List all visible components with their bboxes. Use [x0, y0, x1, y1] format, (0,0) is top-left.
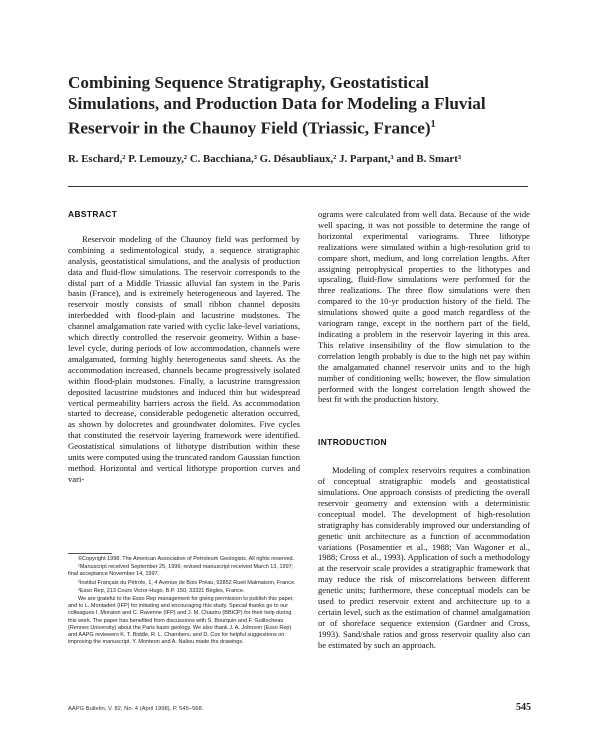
- page-number: 545: [516, 702, 531, 713]
- footnote-acknowledgments: We are grateful to the Esso Rep management for giving permission to publish this paper, and to L. Montadert (IFP) for initiating and encouraging this study. Special thanks go to our colleagues I. Moraton and C. Ravenne (IFP) and J. M. Chautru (BBICP) for their help during this work. The paper has benefited from discussions with S. Bourquin and F. Guillocheau (Rennes University) about the Paris basin geology. We also thank J. A. Johnson (Esso Rep) and AAPG reviewers K. T. Biddle, R. L. Chambers, and D. Cox for helpful suggestions on improving the manuscript. Y. Monteon and A. Naliou made the drawings.: [68, 596, 294, 646]
- right-column: [318, 209, 530, 651]
- footnote-divider: [68, 553, 112, 554]
- footnotes: [68, 556, 300, 647]
- footnote-ifp-address: ²Institut Français du Pétrole, 1, 4 Avenue de Bois Préau, 92852 Rueil Malmaison, France.: [78, 579, 296, 586]
- footnote-esso-address: ³Esso Rep, 213 Cours Victor-Hugo, B.P. 150, 33321 Bègles, France.: [78, 587, 245, 594]
- title-line-2: Simulations, and Production Data for Modeling a Fluvial: [68, 94, 486, 113]
- introduction-heading: INTRODUCTION: [318, 437, 388, 448]
- left-column: [68, 209, 300, 485]
- paper-title: [68, 72, 548, 139]
- author-list: R. Eschard,² P. Lemouzy,² C. Bacchiana,³ G. Désaubliaux,² J. Parpant,³ and B. Smart³: [68, 153, 462, 165]
- title-divider: [68, 186, 528, 187]
- abstract-paragraph-part1: Reservoir modeling of the Chaunoy field was performed by combining a sedimentological study, a sequence stratigraphic analysis, geostatistical simulations, and the analysis of production data and fluid-flow simulations. The reservoir corresponds to the distal part of a Middle Triassic alluvial fan system in the Paris basin (France), and is extremely heterogeneous and layered. The reservoir mostly consists of small ribbon channel deposits interbedded with flood-plain and lacustrine mudstones. The channel amalgamation rate varied with cyclic lake-level variations, which directly controlled the reservoir geometry. Within a base-level cycle, during periods of low accommodation, channels were amalgamated, forming highly heterogeneous sand sheets. As the accommodation increased, channels became progressively isolated within flood-plain mudstones. Finally, a lacustrine transgression deposited lacustrine mudstones and induced thin but widespread vertical permeability barriers across the field. As accommodation started to decrease, considerable pedogenetic alteration occurred, as shown by dolocretes and groundwater dolomites. Five cycles that constituted the reservoir layering framework were identified. Geostatistical simulations of lithotype distribution within these units were computed using the truncated random Gaussian function method. Horizontal and vertical lithotype proportion curves and vari-: [68, 233, 300, 484]
- title-line-3: [68, 114, 548, 139]
- journal-citation: AAPG Bulletin, V. 82, No. 4 (April 1998), P. 545–568.: [68, 706, 204, 712]
- footnote-copyright: ©Copyright 1998. The American Association of Petroleum Geologists. All rights reserved.: [78, 556, 295, 562]
- abstract-heading: ABSTRACT: [68, 209, 118, 219]
- footnote-received: ¹Manuscript received September 25, 1996; revised manuscript received March 13, 1997; final acceptance November 14, 1997.: [68, 564, 294, 578]
- title-line-3-text: Reservoir in the Chaunoy Field (Triassic, France): [68, 118, 431, 138]
- abstract-paragraph-part2: ograms were calculated from well data. Because of the wide well spacing, it was not possible to determine the range of horizontal experimental variograms. Three lithotype realizations were simulated within a high-resolution grid to compare short, medium, and long correlation lengths. After assigning petrophysical properties to the lithotypes and upscaling, fluid-flow simulations were performed for the three realizations. The three flow simulations were then compared to the 10-yr production history of the field. The simulations showed quite a good match regardless of the variogram range, except in the northern part of the field, indicating a problem in the reservoir layering in this area. This relative insensibility of the flow simulation to the correlation length probably is due to the high net pay within the amalgamated channel reservoir units and to the high number of conditioning wells; however, the flow simulation performed with the longest correlation length showed the best fit with the production history.: [318, 209, 530, 405]
- title-line-1: Combining Sequence Stratigraphy, Geostatistical: [68, 73, 429, 92]
- title-footnote-mark: 1: [430, 119, 436, 130]
- introduction-paragraph: Modeling of complex reservoirs requires a combination of conceptual stratigraphic models and geostatistical simulations. One approach consists of predicting the overall reservoir geometry and extension with a deterministic conceptual model. The development of high-resolution stratigraphy has considerably improved our understanding of genetic unit architecture as a function of accommodation variations (Posamentier et al., 1988; Van Wagoner et al., 1988; Cross et al., 1993). Application of such a methodology at the reservoir scale provides a stratigraphic framework that may reduce the risk of miscorrelations between different genetic units; furthermore, these conceptual models can be used to predict reservoir extent and architecture up to a certain level, such as the estimation of channel amalgamation or of shoreface sequence extension (Gardner and Cross, 1993). Sand/shale ratios and gross reservoir quality also can be estimated by such an approach.: [318, 465, 530, 650]
